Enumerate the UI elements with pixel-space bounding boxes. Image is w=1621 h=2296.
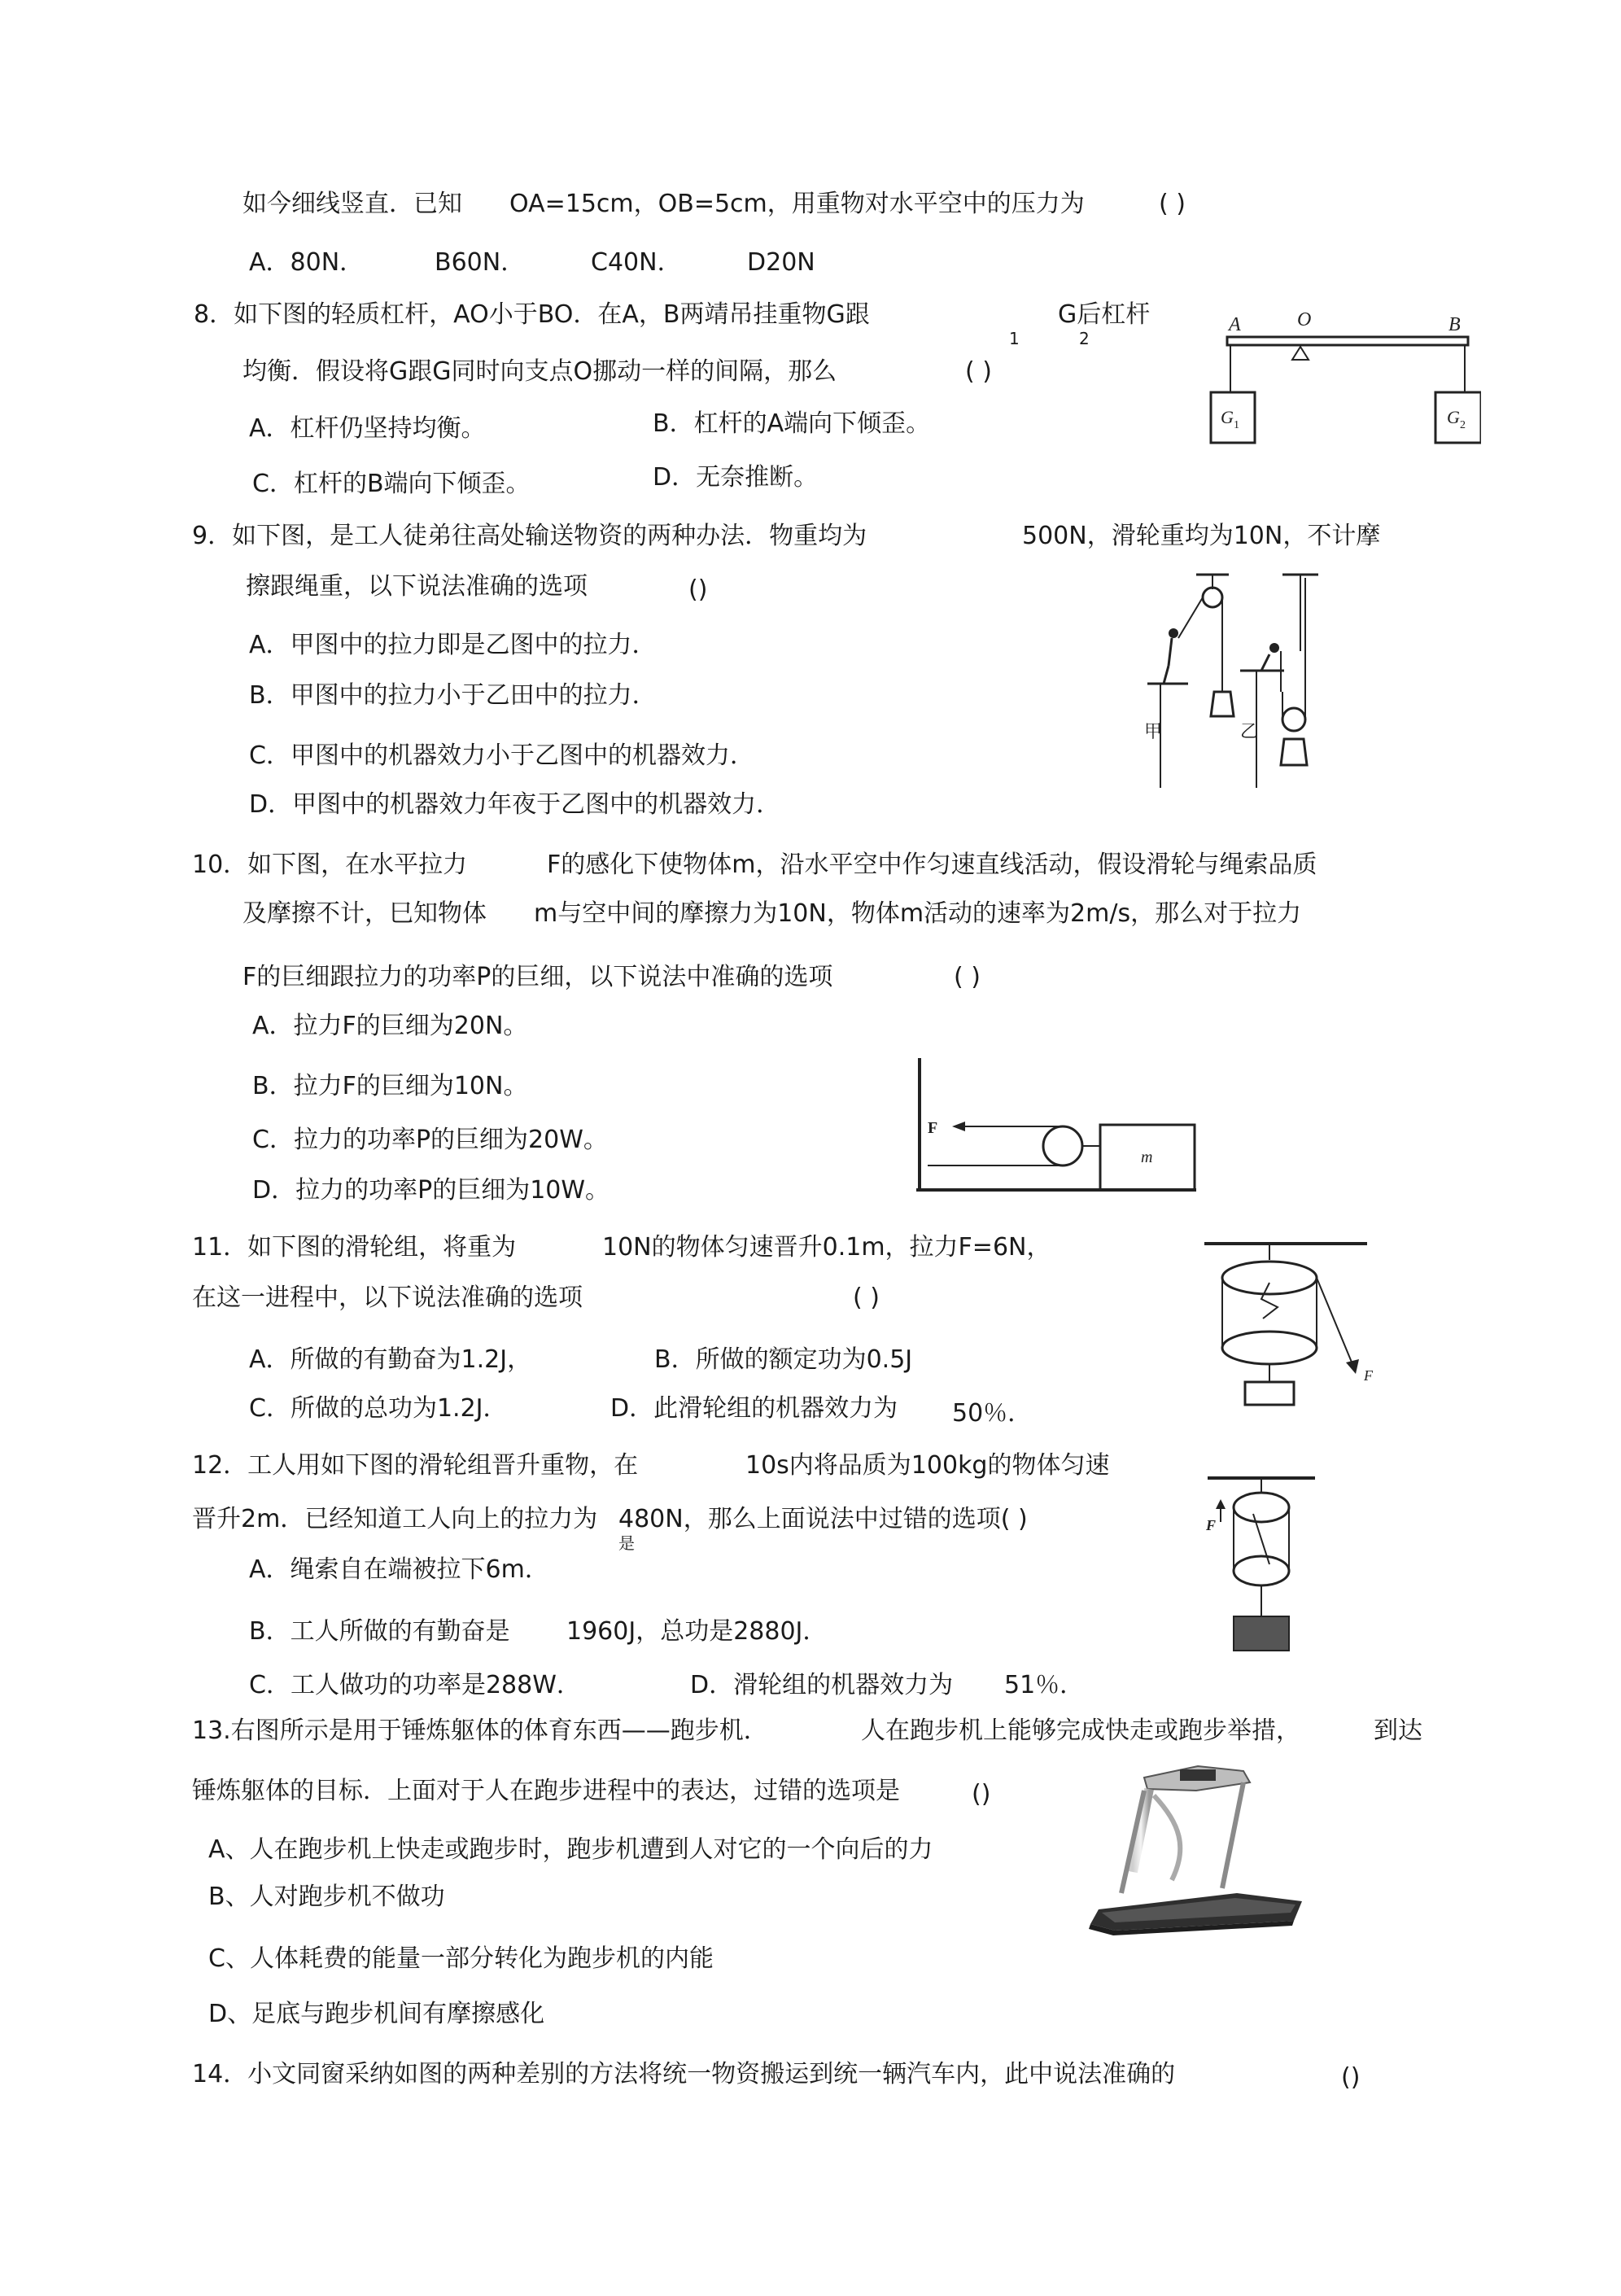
q13-treadmill-figure — [1066, 1750, 1310, 1937]
q8-option-a: A．杠杆仍坚持均衡。 — [249, 414, 486, 443]
q8-fig-label-a: A — [1229, 314, 1241, 335]
q8-stem-2: 均衡．假设将G跟G同时向支点O挪动一样的间隔，那么 — [242, 357, 837, 386]
load-yi — [1281, 739, 1307, 765]
q13-stem-1c: 到达 — [1374, 1717, 1422, 1745]
q13-stem-1a: 13.右图所示是用于锤炼躯体的体育东西——跑步机． — [192, 1717, 768, 1745]
q13-stem-1b: 人在跑步机上能够完成快走或跑步举措， — [861, 1717, 1300, 1745]
q7-option-c: C40N． — [591, 248, 682, 277]
block-label: m — [1141, 1148, 1153, 1166]
q10-horizontal-pulley-figure — [911, 1058, 1204, 1205]
q11-option-c: C．所做的总功为1.2J． — [249, 1394, 508, 1423]
upright-right — [1222, 1782, 1243, 1888]
q11-stem-1a: 11．如下图的滑轮组，将重为 — [192, 1233, 517, 1262]
q9-bracket: () — [688, 575, 708, 604]
q9-stem-1b: 500N，滑轮重均为10N，不计摩 — [1022, 522, 1381, 550]
q7-option-a: A．80N． — [249, 248, 365, 277]
force-arrow-icon — [952, 1122, 965, 1131]
g2-label: G — [1447, 407, 1460, 427]
q7-option-d: D20N — [747, 248, 815, 277]
movable-pulley-yi — [1282, 708, 1305, 731]
fixed-pulley-jia — [1203, 588, 1222, 607]
q10-stem-2a: 及摩擦不计，巳知物体 — [242, 899, 487, 928]
q8-sub-1: 1 — [1009, 329, 1020, 348]
fulcrum-icon — [1292, 347, 1309, 360]
q11-bracket: ( ) — [853, 1284, 880, 1312]
q9-option-a: A．甲图中的拉力即是乙图中的拉力． — [249, 631, 657, 659]
load — [1245, 1382, 1294, 1405]
q9-stem-2: 擦跟绳重，以下说法准确的选项 — [246, 572, 588, 601]
q8-fig-label-o: O — [1297, 309, 1312, 330]
load — [1234, 1616, 1289, 1651]
q14-bracket: () — [1341, 2063, 1361, 2092]
q9-option-d: D．甲图中的机器效力年夜于乙图中的机器效力． — [249, 790, 781, 819]
q12-stem-1a: 12．工人用如下图的滑轮组晋升重物，在 — [192, 1451, 639, 1480]
q13-option-a: A、人在跑步机上快走或跑步时，跑步机遭到人对它的一个向后的力 — [208, 1835, 933, 1864]
q12-pulley-block-figure — [1204, 1473, 1318, 1668]
q12-stem-2a: 晋升2m．已经知道工人向上的拉力为 — [192, 1505, 598, 1533]
q9-pulley-figure — [1139, 570, 1351, 789]
load-jia — [1211, 692, 1234, 716]
q9-option-b: B．甲图中的拉力小于乙田中的拉力． — [249, 681, 657, 710]
q7-option-b: B60N． — [435, 248, 526, 277]
q7-bracket: ( ) — [1159, 190, 1186, 218]
q9-stem-1a: 9．如下图，是工人徒弟往高处输送物资的两种办法．物重均为 — [192, 522, 867, 550]
force-label: F — [1364, 1367, 1373, 1384]
q8-option-b: B．杠杆的A端向下倾歪。 — [653, 409, 931, 438]
worker-jia-icon — [1169, 628, 1178, 638]
q12-option-a: A．绳索自在端被拉下6m． — [249, 1555, 549, 1584]
q8-option-c: C．杠杆的B端向下倾歪。 — [252, 470, 531, 498]
q8-fig-label-b: B — [1448, 314, 1461, 335]
q11-option-d-value: 50％． — [952, 1399, 1033, 1428]
q12-stem-1b: 10s内将品质为100kg的物体匀速 — [745, 1451, 1110, 1480]
label-jia: 甲 — [1144, 721, 1163, 741]
console-display — [1180, 1769, 1216, 1781]
q7-line: 如今细线竖直．已知 — [242, 190, 462, 218]
q8-option-d: D．无奈推断。 — [653, 463, 819, 492]
pulley — [1043, 1126, 1082, 1165]
q13-bracket: () — [972, 1780, 991, 1808]
q12-option-c: C．工人做功的功率是288W． — [249, 1671, 581, 1699]
q8-lever-figure — [1204, 309, 1481, 456]
q10-stem-1a: 10．如下图，在水平拉力 — [192, 851, 468, 879]
q8-stem-1a: 8．如下图的轻质杠杆，AO小于BO．在A，B两靖吊挂重物G跟 — [194, 300, 870, 329]
q12-stem-2b: 480N，那么上面说法中过错的选项( ) — [618, 1505, 1028, 1533]
q11-option-b: B．所做的额定功为0.5J — [654, 1345, 913, 1374]
q12-option-b1: B．工人所做的有勤奋是 — [249, 1617, 510, 1646]
q13-stem-2: 锤炼躯体的目标．上面对于人在跑步进程中的表达，过错的选项是 — [192, 1777, 900, 1805]
q8-stem-1b: G后杠杆 — [1058, 300, 1151, 329]
q7-given: OA=15cm，OB=5cm，用重物对水平空中的压力为 — [509, 190, 1085, 218]
q10-stem-2b: m与空中间的摩擦力为10N，物体m活动的速率为2m/s，那么对于拉力 — [534, 899, 1302, 928]
q10-option-a: A．拉力F的巨细为20N。 — [252, 1012, 528, 1040]
q10-bracket: ( ) — [954, 963, 981, 991]
force-label: F — [1206, 1517, 1217, 1533]
q11-pulley-block-figure — [1204, 1237, 1383, 1416]
q11-stem-2: 在这一进程中，以下说法准确的选项 — [192, 1284, 583, 1312]
q13-option-b: B、人对跑步机不做功 — [208, 1883, 445, 1911]
q10-option-b: B．拉力F的巨细为10N。 — [252, 1072, 528, 1100]
force-arrow-icon — [1216, 1499, 1226, 1509]
lever-bar — [1227, 337, 1468, 345]
q12-stem-2c: 是 — [618, 1533, 635, 1553]
lower-pulley — [1234, 1556, 1289, 1585]
worker-yi-icon — [1269, 643, 1279, 653]
q13-option-c: C、人体耗费的能量一部分转化为跑步机的内能 — [208, 1944, 714, 1973]
q14-stem: 14．小文同窗采纳如图的两种差别的方法将统一物资搬运到统一辆汽车内，此中说法准确的 — [192, 2060, 1176, 2088]
q12-option-b2: 1960J，总功是2880J． — [566, 1617, 828, 1646]
q11-stem-1b: 10N的物体匀速晋升0.1m，拉力F=6N， — [602, 1233, 1051, 1262]
g1-sub: 1 — [1234, 419, 1239, 431]
label-yi: 乙 — [1240, 721, 1259, 741]
upper-pulley — [1222, 1262, 1317, 1294]
q10-stem-3: F的巨细跟拉力的功率P的巨细，以下说法中准确的选项 — [242, 963, 833, 991]
g1-label: G — [1221, 407, 1234, 427]
q12-option-d-value: 51％． — [1004, 1671, 1085, 1699]
upper-pulley — [1234, 1493, 1289, 1522]
q9-option-c: C．甲图中的机器效力小于乙图中的机器效力． — [249, 741, 754, 770]
q10-option-c: C．拉力的功率P的巨细为20W。 — [252, 1126, 608, 1154]
force-label: F — [928, 1119, 938, 1137]
q12-option-d: D．滑轮组的机器效力为 — [690, 1671, 954, 1699]
q8-bracket: ( ) — [965, 357, 992, 386]
q10-stem-1b: F的感化下使物体m，沿水平空中作匀速直线活动，假设滑轮与绳索品质 — [547, 851, 1317, 879]
g2-sub: 2 — [1460, 419, 1466, 431]
force-arrow-icon — [1346, 1359, 1359, 1374]
q11-option-a: A．所做的有勤奋为1.2J， — [249, 1345, 532, 1374]
q8-sub-2: 2 — [1079, 329, 1090, 348]
q10-option-d: D．拉力的功率P的巨细为10W。 — [252, 1176, 610, 1205]
q11-option-d: D．此滑轮组的机器效力为 — [610, 1394, 898, 1423]
lower-pulley — [1222, 1332, 1317, 1364]
q13-option-d: D、足底与跑步机间有摩擦感化 — [208, 2000, 545, 2028]
